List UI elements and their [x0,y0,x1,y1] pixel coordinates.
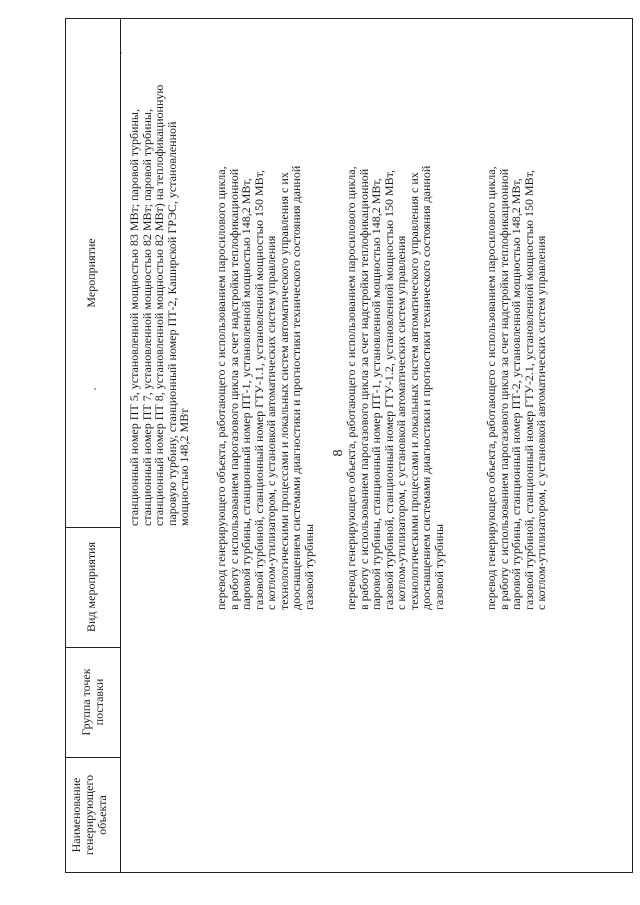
measure-text-block-4: перевод генерирующего объекта, работающего с использованием паросилового цикла, в работу с использованием парогазового цикла за счет надстройки теплофикационной паровой турбины, станционный номер ПТ-2, установленной мощностью 148,2 МВт, газовой турбиной, станционный номер ГТУ-2.1, установленной мощностью 150 МВт, с котлом-утилизатором, с установкой автоматических систем управления [484,166,548,610]
header-delivery-point-group: Группа точек поставки [79,668,106,736]
measure-text-block-1: станционный номер ПТ 5, установленной мощностью 83 МВт; паровой турбины, станционный номер ПТ 7, установленной мощностью 82 МВт; паровой турбины, станционный номер ПТ 8, установленной мощностью 82 МВт) на теплофикационную паровую турбину, станционный номер ПТ-2, Каширской ГРЭС, установленной мощностью 148,2 МВт [127,84,191,526]
measure-text-block-2: перевод генерирующего объекта, работающего с использованием паросилового цикла, в работу с использованием парогазового цикла за счет надстройки теплофикационной паровой турбины, станционный номер ПТ-1, установленной мощностью 148,2 МВт, газовой турбиной, станционный номер ГТУ-1.1, установленной мощностью 150 МВт, с котлом-утилизатором, с установкой автоматических систем управления технологическими процессами и локальных систем автоматического управления с их дооснащением системами диагностики и прогностики технического состояния данной газовой турбины [214,165,316,610]
table-border-bottom [65,872,632,873]
table-border-left [65,18,66,873]
page-number: 8 [331,449,346,457]
header-generating-object: Наименование генерирующего объекта [69,774,109,856]
table-border-right [632,18,633,873]
header-measure: Мероприятие [84,238,98,308]
measure-text-block-3: перевод генерирующего объекта, работающего с использованием паросилового цикла, в работу с использованием парогазового цикла за счет надстройки теплофикационной паровой турбины, станционный номер ПТ-1, установленной мощностью 148,2 МВт, газовой турбиной, станционный номер ГТУ-1.2, установленной мощностью 150 МВт, с котлом-утилизатором, с установкой автоматических систем управления технологическими процессами и локальных систем автоматического управления с их дооснащением системами диагностики и прогностики технического состояния данной газовой турбины [344,165,446,610]
header-divider [120,18,121,873]
table-border-top [65,18,632,19]
header-measure-type: Вид мероприятия [84,542,98,632]
